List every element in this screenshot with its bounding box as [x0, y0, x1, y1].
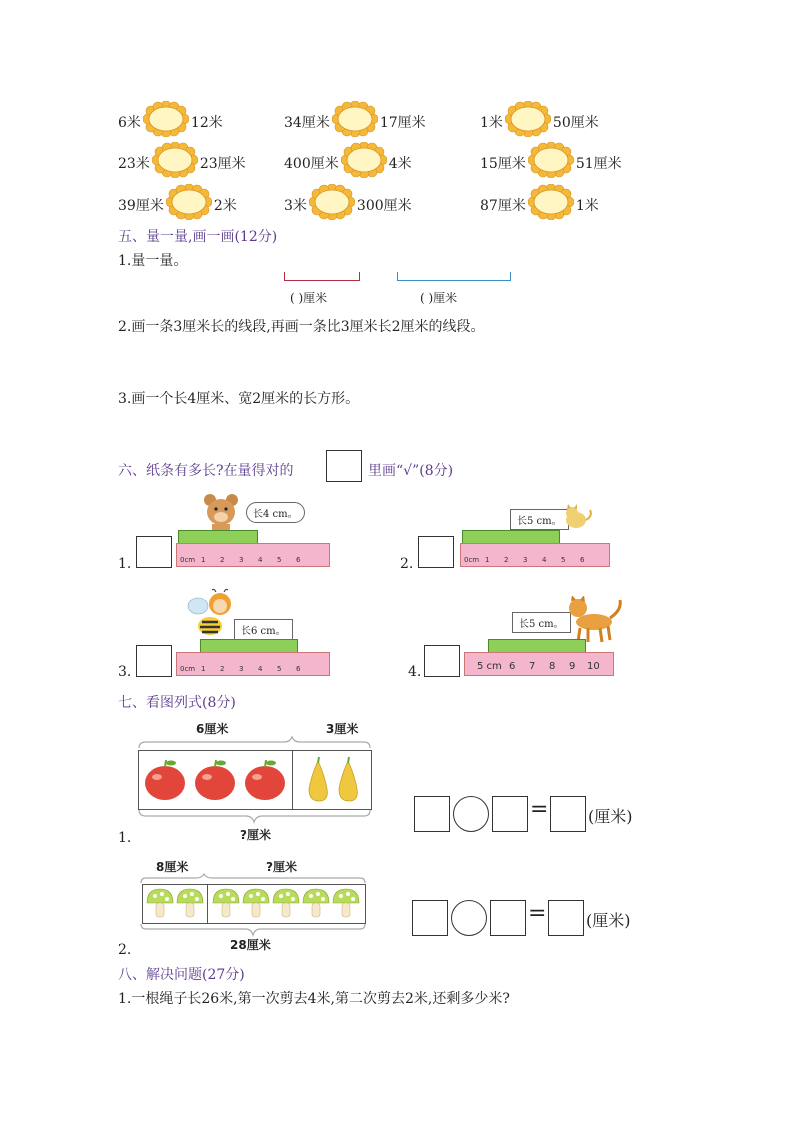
- paper-strip: [178, 530, 258, 544]
- tick-label: 8: [549, 661, 556, 672]
- compare-left: 15厘米: [480, 156, 526, 172]
- compare-item: [118, 102, 223, 142]
- compare-item: [284, 102, 426, 142]
- compare-item: [284, 143, 412, 183]
- tick-label: 5: [561, 556, 566, 564]
- answer-blank-1[interactable]: ( )厘米: [290, 291, 328, 305]
- flower-blank-icon[interactable]: [505, 101, 551, 137]
- tick-label: 6: [509, 661, 516, 672]
- equation-box[interactable]: [412, 900, 448, 936]
- flower-blank-icon[interactable]: [341, 142, 387, 178]
- flower-blank-icon[interactable]: [166, 184, 212, 220]
- item-number: 2.: [400, 556, 414, 572]
- unit-label: (厘米): [586, 911, 631, 930]
- compare-left: 3米: [284, 198, 307, 214]
- tick-label: 6: [296, 665, 301, 673]
- tick-label: 2: [220, 665, 225, 673]
- flower-blank-icon[interactable]: [528, 142, 574, 178]
- compare-left: 23米: [118, 156, 150, 172]
- tick-label: 3: [523, 556, 528, 564]
- compare-right: 4米: [388, 156, 412, 172]
- compare-left: 1米: [480, 115, 503, 131]
- check-box-3[interactable]: [136, 645, 172, 677]
- equation-box[interactable]: [492, 796, 528, 832]
- compare-right: 23厘米: [199, 156, 246, 172]
- picture-box: [142, 884, 366, 924]
- check-box-2[interactable]: [418, 536, 454, 568]
- tick-label: 6: [580, 556, 585, 564]
- compare-item: [118, 143, 246, 183]
- answer-blank-2[interactable]: ( )厘米: [420, 291, 458, 305]
- section6-title-b: 里画“√”(8分): [368, 463, 454, 479]
- compare-left: 6米: [118, 115, 141, 131]
- mushrooms-icon: [145, 887, 363, 921]
- measure-segment-2: [397, 272, 511, 281]
- top-right-label: 3厘米: [326, 722, 359, 736]
- tick-label: 9: [569, 661, 576, 672]
- measure-segment-1: [284, 272, 360, 281]
- tick-label: 4: [258, 665, 263, 673]
- top-right-label: ?厘米: [266, 860, 297, 874]
- compare-right: 1米: [575, 198, 599, 214]
- compare-right: 17厘米: [379, 115, 426, 131]
- tick-label: 3: [239, 556, 244, 564]
- ruler: [464, 652, 614, 676]
- title-check-box: [326, 450, 362, 482]
- box-divider: [292, 751, 293, 809]
- compare-left: 400厘米: [284, 156, 339, 172]
- compare-item: [480, 185, 599, 225]
- compare-row: [118, 102, 678, 142]
- flower-blank-icon[interactable]: [309, 184, 355, 220]
- ruler: [176, 652, 330, 676]
- tick-label: 0cm: [180, 665, 196, 673]
- section8-q1: 1.一根绳子长26米,第一次剪去4米,第二次剪去2米,还剩多少米?: [118, 991, 510, 1007]
- top-brace: [136, 736, 374, 750]
- picture-box: [138, 750, 372, 810]
- paper-strip: [462, 530, 560, 544]
- tick-label: 6: [296, 556, 301, 564]
- problem-number: 2.: [118, 942, 132, 958]
- paper-strip: [488, 639, 586, 653]
- compare-left: 87厘米: [480, 198, 526, 214]
- bear-icon: [200, 492, 242, 532]
- speech-sign: 长5 cm。: [510, 509, 569, 530]
- flower-blank-icon[interactable]: [143, 101, 189, 137]
- item-number: 1.: [118, 556, 132, 572]
- top-left-label: 6厘米: [196, 722, 229, 736]
- compare-right: 50厘米: [552, 115, 599, 131]
- compare-left: 39厘米: [118, 198, 164, 214]
- compare-right: 300厘米: [356, 198, 412, 214]
- tick-label: 3: [239, 665, 244, 673]
- paper-strip: [200, 639, 298, 653]
- flower-blank-icon[interactable]: [152, 142, 198, 178]
- speech-bubble: 长4 cm。: [246, 502, 305, 523]
- flower-blank-icon[interactable]: [528, 184, 574, 220]
- section5-q3: 3.画一个长4厘米、宽2厘米的长方形。: [118, 391, 360, 407]
- tick-label: 5: [277, 665, 282, 673]
- section5-q2: 2.画一条3厘米长的线段,再画一条比3厘米长2厘米的线段。: [118, 319, 485, 335]
- check-box-4[interactable]: [424, 645, 460, 677]
- section7-title: 七、看图列式(8分): [118, 695, 236, 711]
- section6-title-a: 六、纸条有多长?在量得对的: [118, 463, 294, 479]
- tick-label: 1: [201, 556, 206, 564]
- unit-label: (厘米): [588, 807, 633, 826]
- tick-label: 0cm: [464, 556, 480, 564]
- ruler: [460, 543, 610, 567]
- speech-sign: 长6 cm。: [234, 619, 293, 640]
- compare-item: [118, 185, 237, 225]
- tick-label: 4: [258, 556, 263, 564]
- compare-right: 51厘米: [575, 156, 622, 172]
- section8-title: 八、解决问题(27分): [118, 967, 245, 983]
- compare-right: 2米: [213, 198, 237, 214]
- result-box[interactable]: [550, 796, 586, 832]
- compare-row: [118, 143, 678, 183]
- compare-item: [284, 185, 412, 225]
- bottom-label: 28厘米: [230, 938, 271, 952]
- section5-q1: 1.量一量。: [118, 253, 188, 269]
- check-box-1[interactable]: [136, 536, 172, 568]
- equals-sign: =: [530, 797, 549, 822]
- result-box[interactable]: [548, 900, 584, 936]
- equation-box[interactable]: [414, 796, 450, 832]
- bottom-brace: [136, 808, 374, 826]
- tick-label: 5: [277, 556, 282, 564]
- tick-label: 5 cm: [477, 661, 502, 672]
- operator-circle[interactable]: [453, 796, 489, 832]
- compare-item: [480, 143, 622, 183]
- bottom-label: ?厘米: [240, 828, 271, 842]
- speech-sign: 长5 cm。: [512, 612, 571, 633]
- tick-label: 2: [504, 556, 509, 564]
- compare-row: [118, 185, 678, 225]
- top-left-label: 8厘米: [156, 860, 189, 874]
- section5-title: 五、量一量,画一画(12分): [118, 229, 278, 245]
- apples-icon: [141, 755, 291, 805]
- equals-sign: =: [528, 901, 547, 926]
- pears-icon: [301, 755, 365, 805]
- tick-label: 1: [485, 556, 490, 564]
- tick-label: 1: [201, 665, 206, 673]
- operator-circle[interactable]: [451, 900, 487, 936]
- problem-number: 1.: [118, 830, 132, 846]
- compare-left: 34厘米: [284, 115, 330, 131]
- tick-label: 10: [587, 661, 600, 672]
- item-number: 4.: [408, 664, 422, 680]
- tick-label: 2: [220, 556, 225, 564]
- item-number: 3.: [118, 664, 132, 680]
- flower-blank-icon[interactable]: [332, 101, 378, 137]
- equation-box[interactable]: [490, 900, 526, 936]
- tick-label: 0cm: [180, 556, 196, 564]
- ruler: [176, 543, 330, 567]
- cat-icon: [562, 596, 628, 644]
- compare-right: 12米: [190, 115, 223, 131]
- tick-label: 4: [542, 556, 547, 564]
- compare-item: [480, 102, 599, 142]
- cat-icon: [562, 504, 594, 530]
- tick-label: 7: [529, 661, 536, 672]
